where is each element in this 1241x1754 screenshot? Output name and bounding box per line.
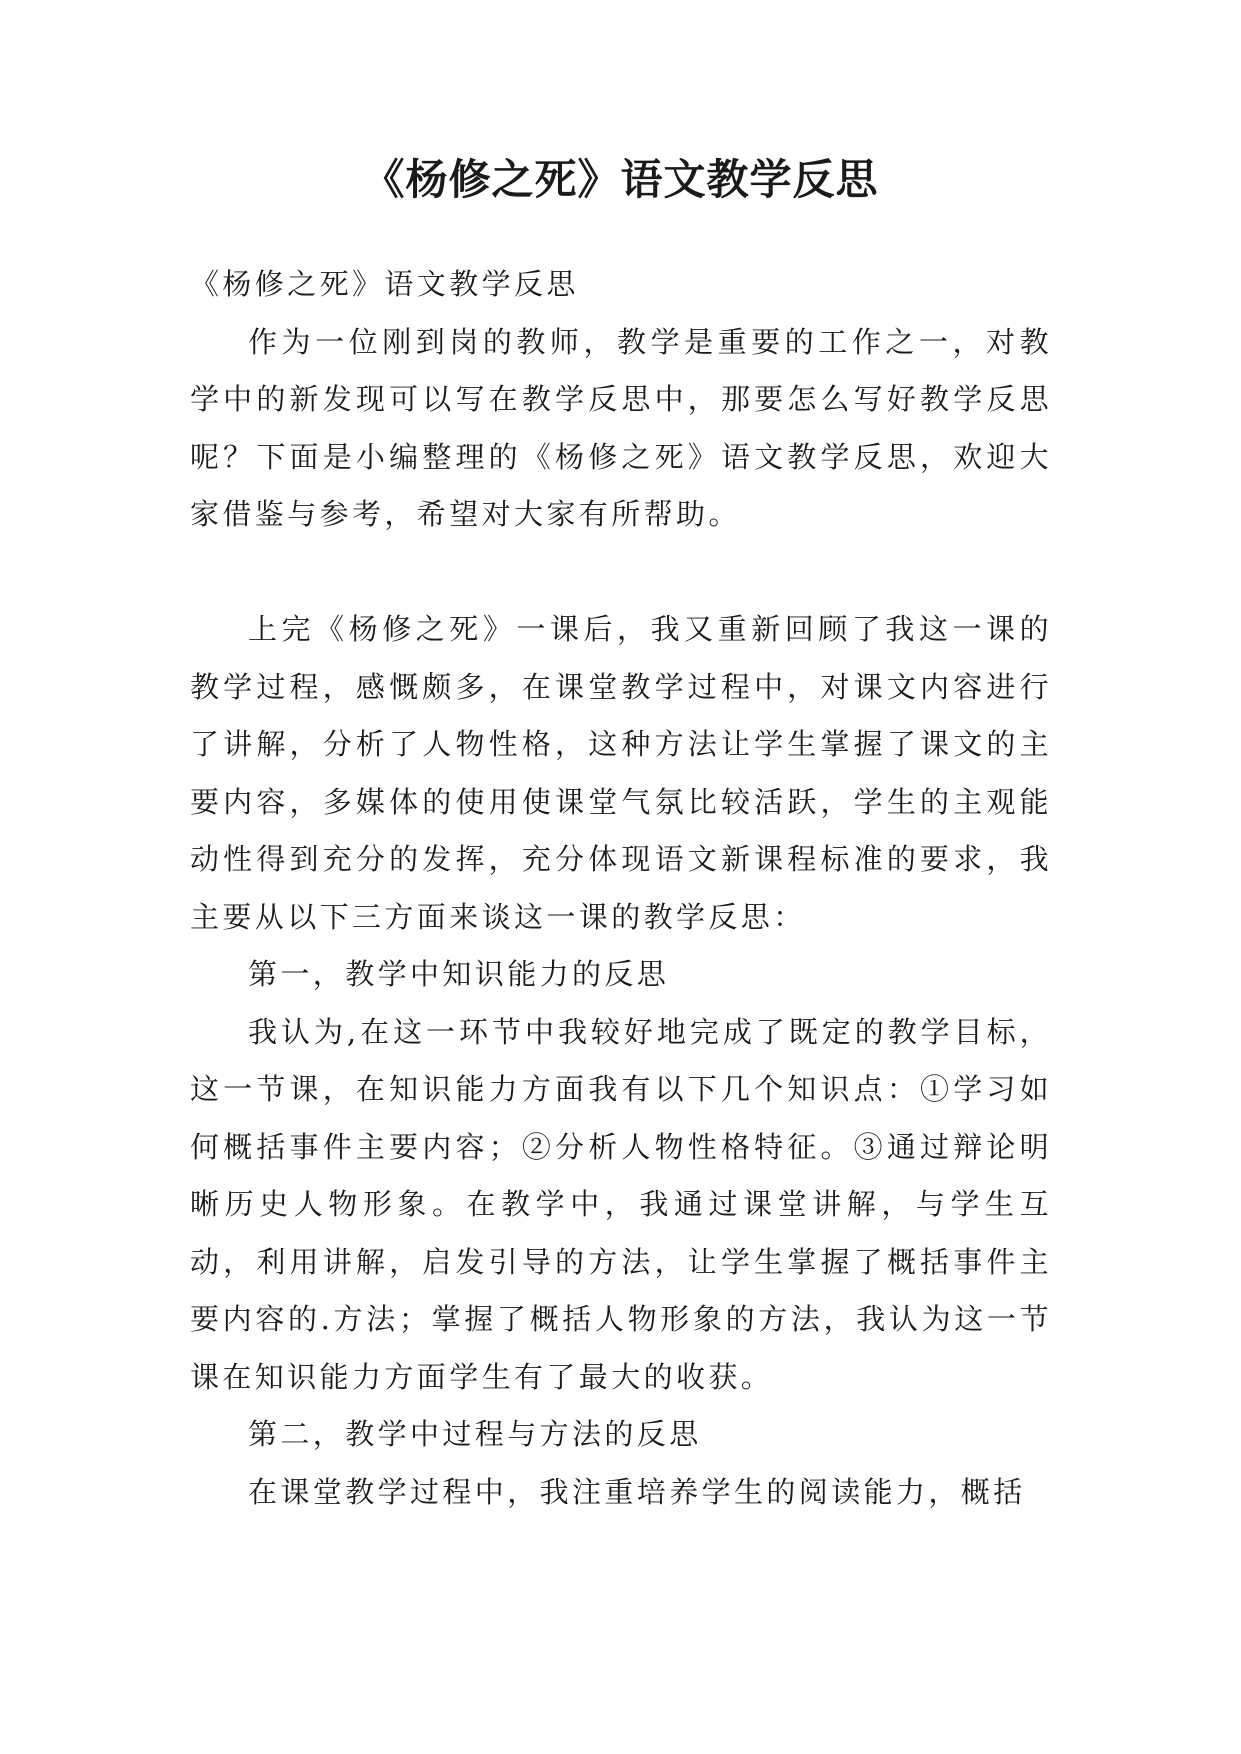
- process-paragraph: 在课堂教学过程中，我注重培养学生的阅读能力，概括: [248, 1474, 1026, 1509]
- document-subtitle: 《杨修之死》语文教学反思: [190, 267, 579, 301]
- document-body: [190, 256, 1052, 1521]
- overview-paragraph: 上完《杨修之死》一课后，我又重新回顾了我这一课的教学过程，感慨颇多，在课堂教学过程中，对课文内容进行了讲解，分析了人物性格，这种方法让学生掌握了课文的主要内容，多媒体的使用使课堂气氛比较活跃，学生的主观能动性得到充分的发挥，充分体现语文新课程标准的要求，我主要从以下三方面来谈这一课的教学反思：: [190, 612, 1052, 934]
- section-heading-process: 第二，教学中过程与方法的反思: [248, 1417, 702, 1451]
- blank-line: [190, 544, 1052, 602]
- intro-paragraph: 作为一位刚到岗的教师，教学是重要的工作之一，对教学中的新发现可以写在教学反思中，那要怎么写好教学反思呢？下面是小编整理的《杨修之死》语文教学反思，欢迎大家借鉴与参考，希望对大家有所帮助。: [190, 324, 1052, 531]
- document-title: 《杨修之死》语文教学反思: [362, 155, 879, 204]
- knowledge-paragraph: 我认为,在这一环节中我较好地完成了既定的教学目标，这一节课，在知识能力方面我有以下几个知识点：①学习如何概括事件主要内容；②分析人物性格特征。③通过辩论明晰历史人物形象。在教学中，我通过课堂讲解，与学生互动，利用讲解，启发引导的方法，让学生掌握了概括事件主要内容的.方法；掌握了概括人物形象的方法，我认为这一节课在知识能力方面学生有了最大的收获。: [190, 1014, 1052, 1394]
- section-heading-knowledge: 第一，教学中知识能力的反思: [248, 957, 670, 991]
